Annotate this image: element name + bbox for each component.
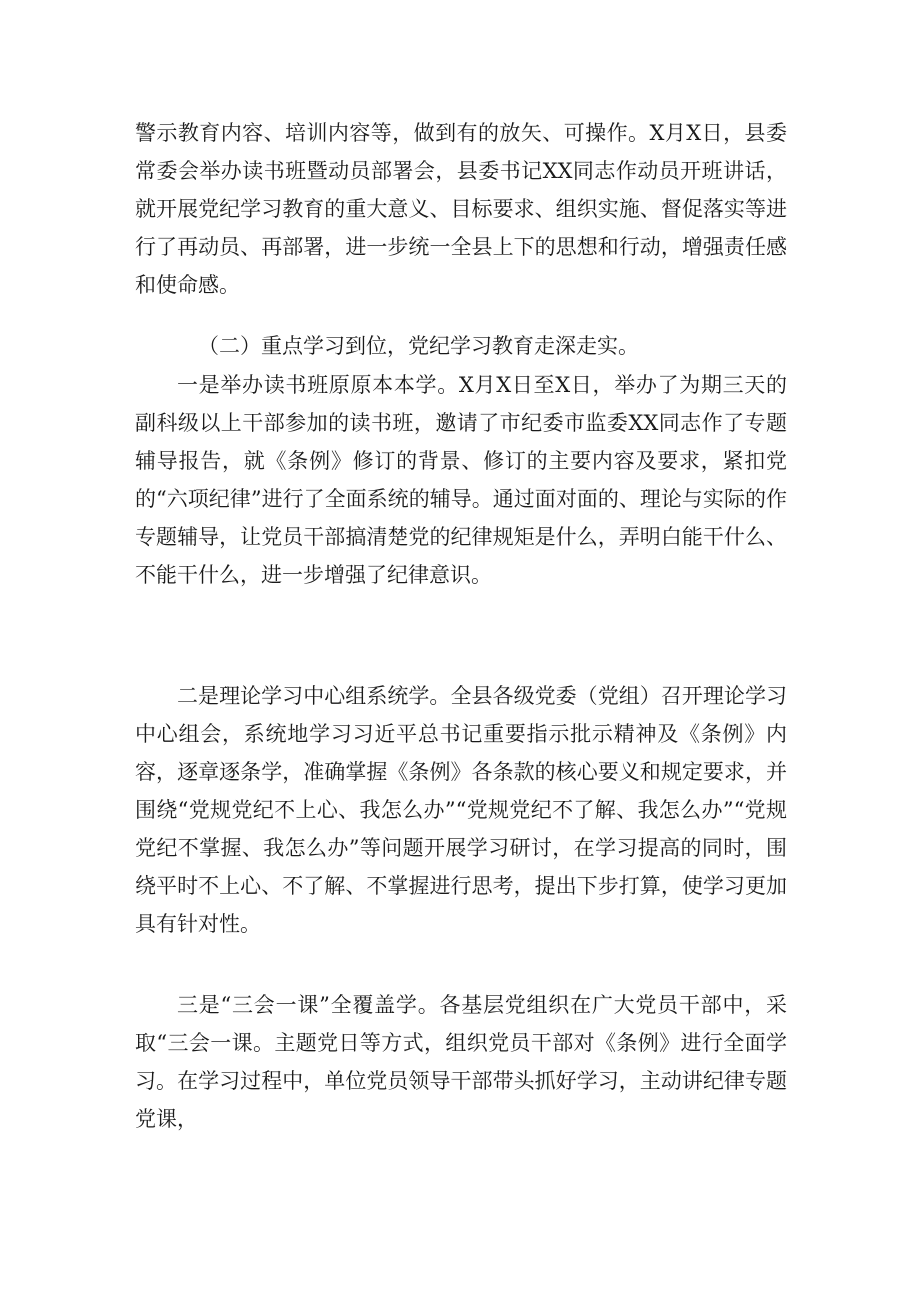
paragraph-three-meetings: 三是“三会一课”全覆盖学。各基层党组织在广大党员干部中，采取“三会一课。主题党日等方式，组织党员干部对《条例》进行全面学习。在学习过程中，单位党员领导干部带头抓好学习，主动讲纪律专题党课， bbox=[135, 993, 787, 1131]
paragraph-theory-group: 二是理论学习中心组系统学。全县各级党委（党组）召开理论学习中心组会，系统地学习习近平总书记重要指示批示精神及《条例》内容，逐章逐条学，准确掌握《条例》各条款的核心要义和规定要求，并围绕“党规党纪不上心、我怎么办”“党规党纪不了解、我怎么办”“党规党纪不掌握、我怎么办”等问题开展学习研讨，在学习提高的同时，围绕平时不上心、不了解、不掌握进行思考，提出下步打算，使学习更加具有针对性。 bbox=[135, 684, 787, 936]
paragraph-reading-class: 一是举办读书班原原本本学。X月X日至X日，举办了为期三天的副科级以上干部参加的读书班，邀请了市纪委市监委XX同志作了专题辅导报告，就《条例》修订的背景、修订的主要内容及要求，紧扣党的“六项纪律”进行了全面系统的辅导。通过面对面的、理论与实际的作专题辅导，让党员干部搞清楚党的纪律规矩是什么，弄明白能干什么、不能干什么，进一步增强了纪律意识。 bbox=[135, 373, 787, 587]
paragraph-continuation: 警示教育内容、培训内容等，做到有的放矢、可操作。X月X日，县委常委会举办读书班暨动员部署会，县委书记XX同志作动员开班讲话，就开展党纪学习教育的重大意义、目标要求、组织实施、督促落实等进行了再动员、再部署，进一步统一全县上下的思想和行动，增强责任感和使命感。 bbox=[135, 121, 787, 297]
section-heading: （二）重点学习到位，党纪学习教育走深走实。 bbox=[198, 334, 639, 358]
